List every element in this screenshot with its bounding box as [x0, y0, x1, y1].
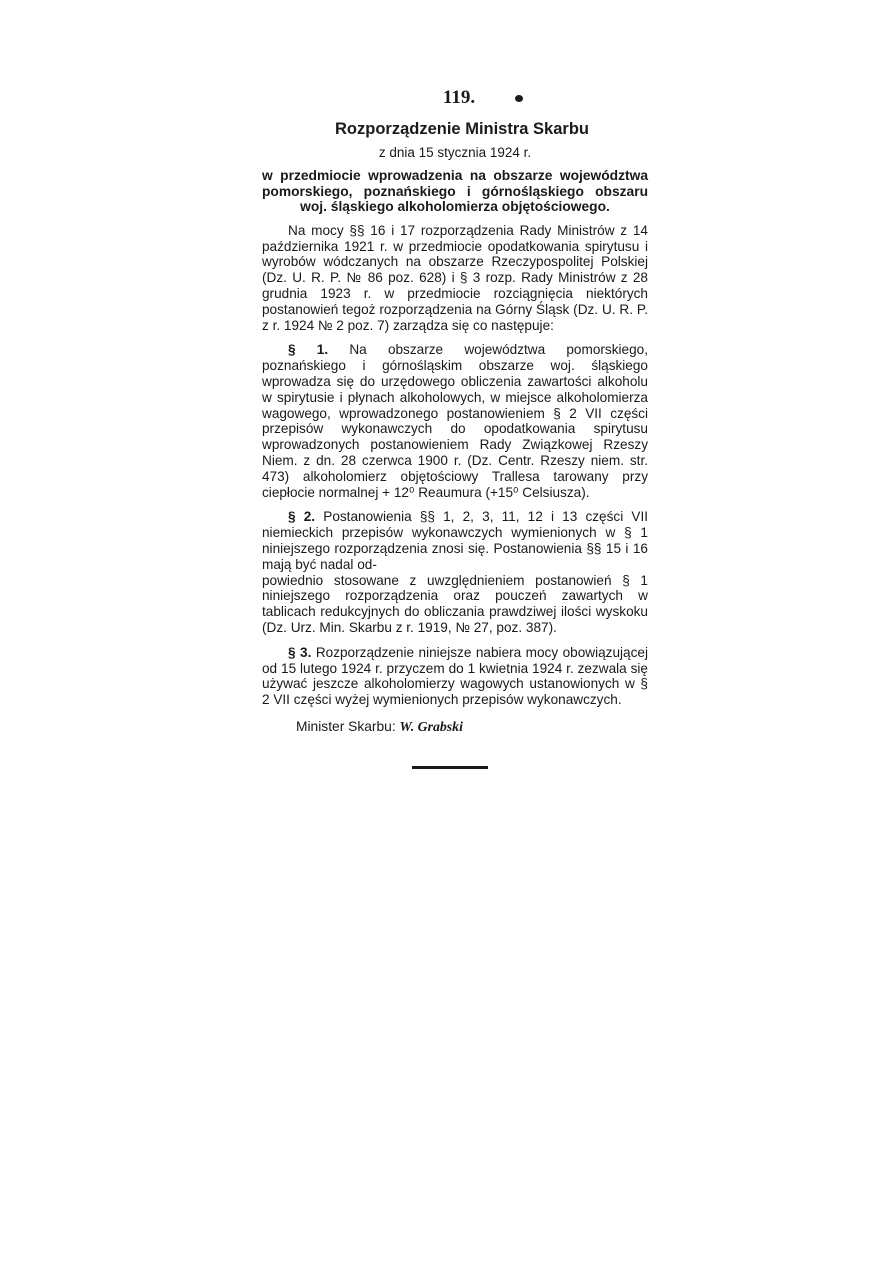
document-title: Rozporządzenie Ministra Skarbu: [335, 120, 589, 138]
document-subject: w przedmiocie wprowadzenia na obszarze województwa pomorskiego, poznańskiego i górnośląskiego obszaru woj. śląskiego alkoholomierza objętościowego.: [262, 168, 648, 215]
section-1-paragraph: [262, 342, 648, 500]
signature-name: W. Grabski: [399, 718, 463, 734]
signature-label: Minister Skarbu:: [296, 718, 396, 734]
section-3-text: Rozporządzenie niniejsze nabiera mocy obowiązującej od 15 lutego 1924 r. przyczem do 1 kwietnia 1924 r. zezwala się używać jeszcze alkoholomierzy wagowych ustanowionych w § 2 VII części wyżej wymienionych przepisów wykonawczych.: [262, 644, 648, 708]
section-3-paragraph: [262, 645, 648, 708]
preamble-paragraph: Na mocy §§ 16 i 17 rozporządzenia Rady Ministrów z 14 października 1921 r. w przedmiocie opodatkowania spirytusu i wyrobów wódczanych na obszarze Rzeczypospolitej Polskiej (Dz. U. R. P. № 86 poz. 628) i § 3 rozp. Rady Ministrów z 28 grudnia 1923 r. w przedmiocie rozciągnięcia niektórych postanowień tegoż rozporządzenia na Górny Śląsk (Dz. U. R. P. z r. 1924 № 2 poz. 7) zarządza się co następuje:: [262, 222, 648, 333]
section-2-label: § 2.: [288, 509, 316, 525]
ordinance-page: [262, 86, 648, 769]
section-2-paragraph: [262, 509, 648, 572]
closing-rule: [412, 766, 488, 769]
section-1-text: Na obszarze województwa pomorskiego, poznańskiego i górnośląskim obszarze woj. śląskiego wprowadza się do urzędowego obliczenia zawartości alkoholu w spirytusie i płynach alkoholowych, w miejsce alkoholomierza wagowego, wprowadzonego postanowieniem § 2 VII części przepisów wykonawczych do opodatkowania spirytusu wprowadzonych postanowieniem Rady Związkowej Rzeszy Niem. z dn. 28 czerwca 1900 r. (Dz. Centr. Rzeszy niem. str. 473) alkoholomierz objętościowy Trallesa tarowany przy ciepłocie normalnej + 12⁰ Reaumura (+15⁰ Celsiusza).: [262, 342, 648, 500]
signature: [296, 718, 648, 736]
section-2-continuation: powiednio stosowane z uwzględnieniem postanowień § 1 niniejszego rozporządzenia oraz pouczeń zawartych w tablicach redukcyjnych do obliczania prawdziwej ilości wyskoku (Dz. Urz. Min. Skarbu z r. 1919, № 27, poz. 387).: [262, 572, 648, 635]
section-3-label: § 3.: [288, 644, 312, 660]
document-date: z dnia 15 stycznia 1924 r.: [378, 145, 532, 160]
section-2-text: Postanowienia §§ 1, 2, 3, 11, 12 i 13 części VII niemieckich przepisów wykonawczych wymienionych w § 1 niniejszego rozporządzenia znosi się. Postanowienia §§ 15 i 16 mają być nadal od-: [262, 509, 648, 572]
section-1-label: § 1.: [288, 342, 329, 358]
document-number: 119.: [442, 87, 476, 108]
